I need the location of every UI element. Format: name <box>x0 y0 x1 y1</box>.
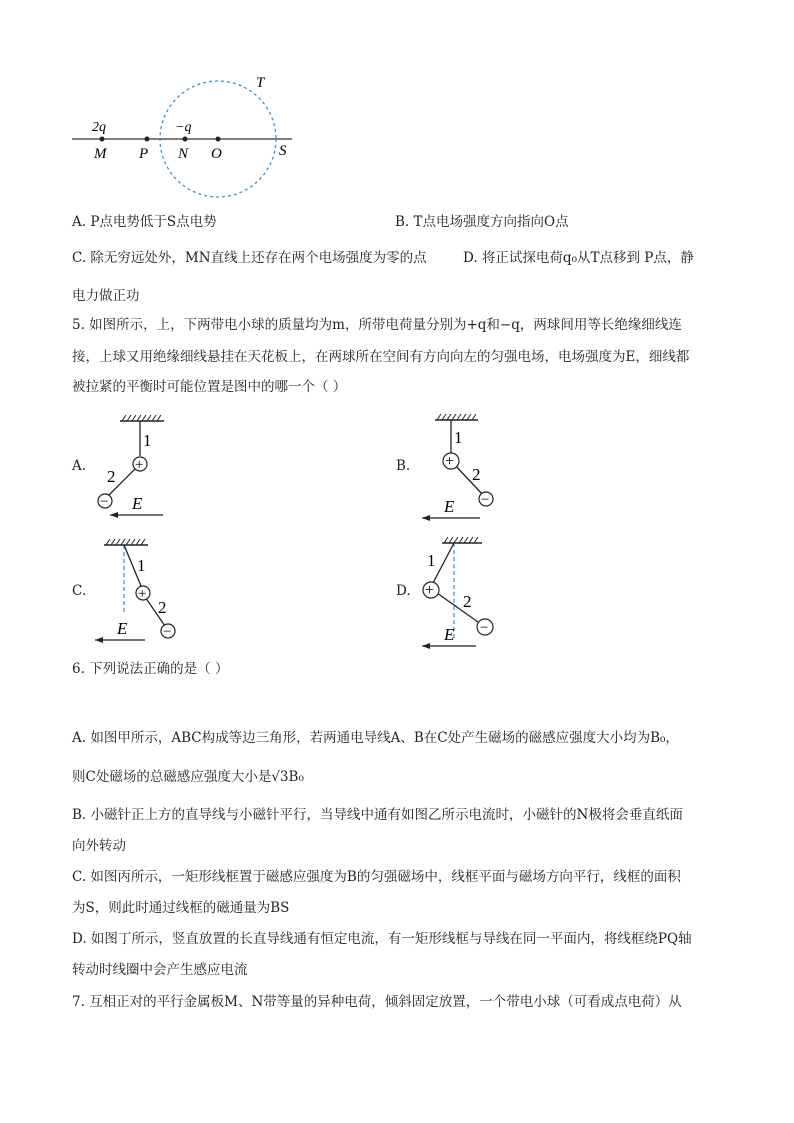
label-M: M <box>94 146 107 162</box>
q6-option-a-1: A. 如图甲所示，ABC构成等边三角形，若两通电导线A、B在C处产生磁场的磁感应强度大小均为B₀， <box>72 730 679 746</box>
svg-text:2: 2 <box>463 592 472 611</box>
q5-figure-c <box>90 536 200 648</box>
q6-option-d-2: 转动时线圈中会产生感应电流 <box>72 962 248 978</box>
svg-text:2: 2 <box>158 598 167 617</box>
q5-label-d: D. <box>396 583 411 599</box>
q4-option-b: B. T点电场强度方向指向O点 <box>395 214 569 230</box>
q6-option-c-1: C. 如图丙所示，一矩形线框置于磁感应强度为B的匀强磁场中，线框平面与磁场方向平行，线框的面积 <box>72 869 681 885</box>
q4-option-c: C. 除无穷远处外，MN直线上还存在两个电场强度为零的点 <box>72 250 427 266</box>
q4-option-d-cont: 电力做正功 <box>72 288 140 304</box>
q6-option-a-2: 则C处磁场的总磁感应强度大小是√3B₀ <box>72 769 304 785</box>
label-O: O <box>211 146 222 162</box>
svg-text:+: + <box>138 586 147 602</box>
svg-text:E: E <box>117 619 128 638</box>
svg-text:+: + <box>135 457 144 473</box>
q6-option-d-1: D. 如图丁所示，竖直放置的长直导线通有恒定电流，有一矩形线框与导线在同一平面内，将线框绕PQ轴 <box>72 931 692 947</box>
svg-text:−: − <box>100 494 109 510</box>
svg-text:1: 1 <box>454 428 463 447</box>
q4-option-a: A. P点电势低于S点电势 <box>72 214 217 230</box>
svg-text:1: 1 <box>143 431 152 450</box>
q6-option-c-2: 为S，则此时通过线框的磁通量为BS <box>72 900 290 916</box>
svg-text:E: E <box>444 625 455 644</box>
q4-option-d: D. 将正试探电荷q₀从T点移到 P点，静 <box>463 250 694 266</box>
label-P: P <box>139 146 149 162</box>
svg-text:1: 1 <box>137 556 146 575</box>
q5-figure-a <box>90 412 200 524</box>
label-T: T <box>256 75 265 91</box>
charge-circle-figure <box>60 65 320 205</box>
svg-text:1: 1 <box>427 551 436 570</box>
q7-stem: 7. 互相正对的平行金属板M、N带等量的异种电荷，倾斜固定放置，一个带电小球（可看成点电荷）从 <box>72 994 682 1010</box>
q6-stem: 6. 下列说法正确的是（ ） <box>72 661 229 677</box>
q5-label-b: B. <box>396 458 411 474</box>
label-S: S <box>279 143 287 159</box>
q5-stem-1: 5. 如图所示，上，下两带电小球的质量均为m，所带电荷量分别为+q和−q，两球间用等长绝缘细线连 <box>72 317 682 333</box>
q5-label-a: A. <box>72 458 87 474</box>
svg-text:+: + <box>445 453 455 470</box>
svg-text:2: 2 <box>107 467 116 486</box>
q5-stem-2: 接，上球又用绝缘细线悬挂在天花板上，在两球所在空间有方向向左的匀强电场，电场强度为E，细线都 <box>72 349 690 365</box>
svg-text:−: − <box>163 624 172 640</box>
q5-figure-d <box>410 530 520 654</box>
q6-option-b-2: 向外转动 <box>72 838 126 854</box>
label-2q: 2q <box>92 120 106 135</box>
svg-text:+: + <box>425 582 435 599</box>
q5-stem-3: 被拉紧的平衡时可能位置是图中的哪一个（ ） <box>72 379 347 395</box>
q5-figure-b <box>410 408 520 524</box>
label-minus-q: −q <box>175 120 192 135</box>
svg-text:−: − <box>481 492 490 508</box>
svg-text:E: E <box>132 494 143 513</box>
q5-label-c: C. <box>72 583 87 599</box>
svg-text:−: − <box>480 620 489 636</box>
q6-option-b-1: B. 小磁针正上方的直导线与小磁针平行，当导线中通有如图乙所示电流时，小磁针的N极将会垂直纸面 <box>72 807 683 823</box>
svg-text:E: E <box>444 497 455 516</box>
label-N: N <box>178 146 189 162</box>
svg-text:2: 2 <box>472 465 481 484</box>
